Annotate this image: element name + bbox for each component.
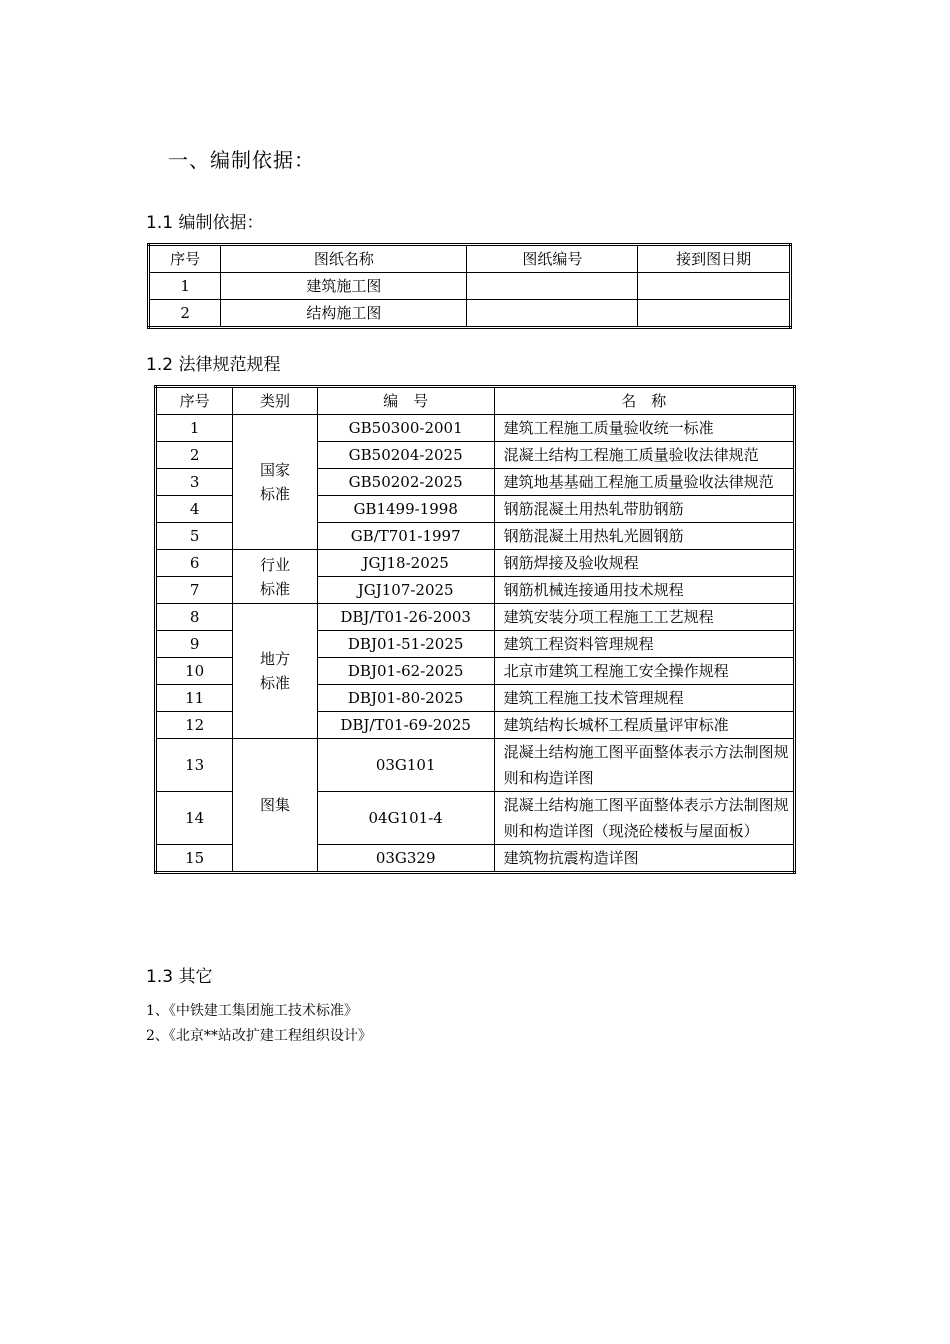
section-1-3-title: 1.3 其它: [146, 967, 213, 987]
standard-code: GB/T701-1997: [317, 523, 494, 550]
standard-code: 04G101-4: [317, 792, 494, 845]
row-number: 15: [156, 845, 233, 873]
standard-name: 混凝土结构施工图平面整体表示方法制图规则和构造详图: [494, 739, 794, 792]
standard-name: 钢筋混凝土用热轧带肋钢筋: [494, 496, 794, 523]
standard-code: DBJ01-62-2025: [317, 658, 494, 685]
standard-code: DBJ01-51-2025: [317, 631, 494, 658]
row-number: 2: [156, 442, 233, 469]
standard-name: 建筑安装分项工程施工工艺规程: [494, 604, 794, 631]
received-date: [638, 273, 791, 300]
standard-code: DBJ01-80-2025: [317, 685, 494, 712]
standard-name: 建筑结构长城杯工程质量评审标准: [494, 712, 794, 739]
table-row: [156, 550, 795, 577]
column-header: 编 号: [317, 387, 494, 415]
column-header: 序号: [149, 245, 221, 273]
standard-code: JGJ107-2025: [317, 577, 494, 604]
table-row: [149, 273, 791, 300]
row-number: 1: [156, 415, 233, 442]
category-label: 标准: [260, 579, 291, 598]
standard-name: 建筑物抗震构造详图: [494, 845, 794, 873]
other-item-1: 1、《中铁建工集团施工技术标准》: [146, 1003, 358, 1019]
row-number: 8: [156, 604, 233, 631]
row-number: 10: [156, 658, 233, 685]
category-label: 行业: [260, 555, 291, 574]
row-number: 11: [156, 685, 233, 712]
table-header-row: [149, 245, 791, 273]
standard-name: 建筑地基基础工程施工质量验收法律规范: [494, 469, 794, 496]
row-number: 6: [156, 550, 233, 577]
category-cell: [233, 604, 317, 739]
category-label: 国家: [260, 461, 291, 479]
column-header: 图纸名称: [221, 245, 467, 273]
drawing-name: 建筑施工图: [221, 273, 467, 300]
other-item-2: 2、《北京**站改扩建工程组织设计》: [146, 1028, 372, 1044]
regulations-table: [154, 385, 796, 874]
row-number: 13: [156, 739, 233, 792]
row-number: 14: [156, 792, 233, 845]
standard-code: GB50202-2025: [317, 469, 494, 496]
category-cell: [233, 415, 317, 550]
row-number: 2: [149, 300, 221, 328]
drawings-table: [147, 243, 792, 329]
row-number: 1: [149, 273, 221, 300]
column-header: 名 称: [494, 387, 794, 415]
standard-name: 北京市建筑工程施工安全操作规程: [494, 658, 794, 685]
standard-code: DBJ/T01-69-2025: [317, 712, 494, 739]
table-row: [149, 300, 791, 328]
page-heading: 一、编制依据：: [168, 148, 315, 172]
standard-name: 建筑工程施工技术管理规程: [494, 685, 794, 712]
standard-code: 03G101: [317, 739, 494, 792]
drawing-code: [467, 273, 638, 300]
standard-code: GB50300-2001: [317, 415, 494, 442]
table-row: [156, 415, 795, 442]
category-label: 地方: [260, 650, 291, 668]
table-row: [156, 739, 795, 792]
section-1-2-title: 1.2 法律规范规程: [146, 355, 281, 375]
row-number: 4: [156, 496, 233, 523]
standard-name: 钢筋机械连接通用技术规程: [494, 577, 794, 604]
standard-name: 建筑工程资料管理规程: [494, 631, 794, 658]
column-header: 图纸编号: [467, 245, 638, 273]
row-number: 9: [156, 631, 233, 658]
category-label: 标准: [260, 485, 291, 503]
standard-code: 03G329: [317, 845, 494, 873]
standard-name: 钢筋混凝土用热轧光圆钢筋: [494, 523, 794, 550]
column-header: 类别: [233, 387, 317, 415]
drawing-name: 结构施工图: [221, 300, 467, 328]
section-1-1-title: 1.1 编制依据：: [146, 213, 264, 233]
drawing-code: [467, 300, 638, 328]
row-number: 12: [156, 712, 233, 739]
column-header: 接到图日期: [638, 245, 791, 273]
column-header: 序号: [156, 387, 233, 415]
standard-name: 钢筋焊接及验收规程: [494, 550, 794, 577]
category-cell: [233, 550, 317, 604]
standard-code: JGJ18-2025: [317, 550, 494, 577]
standard-name: 混凝土结构工程施工质量验收法律规范: [494, 442, 794, 469]
standard-name: 混凝土结构施工图平面整体表示方法制图规则和构造详图（现浇砼楼板与屋面板）: [494, 792, 794, 845]
standard-name: 建筑工程施工质量验收统一标准: [494, 415, 794, 442]
category-label: 标准: [260, 674, 291, 692]
row-number: 3: [156, 469, 233, 496]
category-cell: [233, 739, 317, 873]
table-row: [156, 604, 795, 631]
table-header-row: [156, 387, 795, 415]
row-number: 7: [156, 577, 233, 604]
received-date: [638, 300, 791, 328]
standard-code: GB50204-2025: [317, 442, 494, 469]
category-label: 图集: [260, 796, 291, 814]
standard-code: GB1499-1998: [317, 496, 494, 523]
row-number: 5: [156, 523, 233, 550]
standard-code: DBJ/T01-26-2003: [317, 604, 494, 631]
